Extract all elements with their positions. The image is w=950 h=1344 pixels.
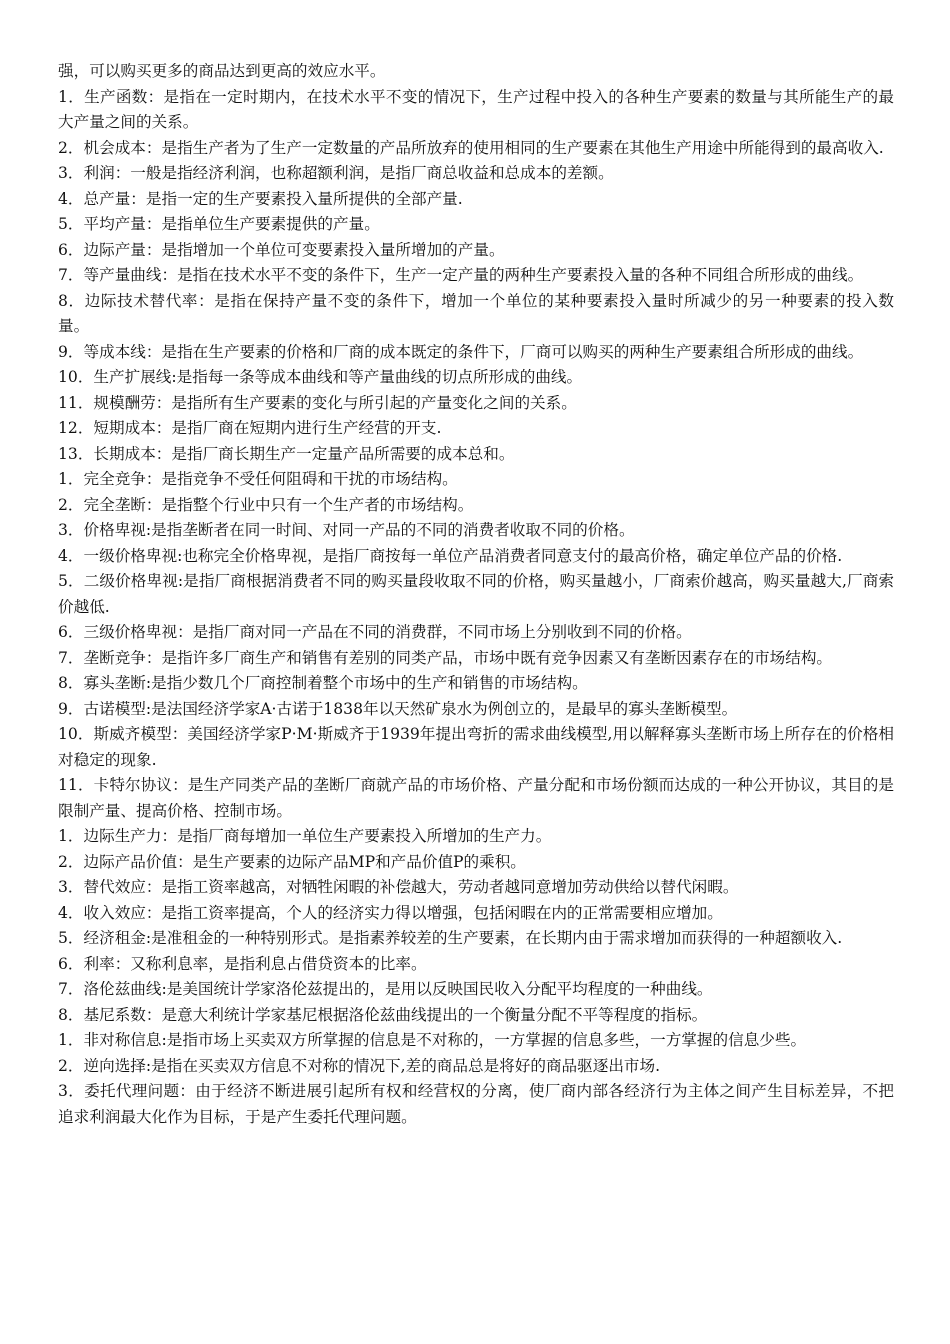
paragraph-19: 6．三级价格卑视：是指厂商对同一产品在不同的消费群，不同市场上分别收到不同的价格。 [58,623,692,641]
paragraph-31: 7．洛伦兹曲线:是美国统计学家洛伦兹提出的，是用以反映国民收入分配平均程度的一种曲线。 [58,980,713,998]
paragraph-29: 5．经济租金:是准租金的一种特别形式。是指素养较差的生产要素，在长期内由于需求增加而获得的一种超额收入. [58,929,843,947]
paragraph-25: 1．边际生产力：是指厂商每增加一单位生产要素投入所增加的生产力。 [58,827,552,845]
paragraph-7: 7．等产量曲线：是指在技术水平不变的条件下，生产一定产量的两种生产要素投入量的各种不同组合所形成的曲线。 [58,266,864,284]
paragraph-11: 11．规模酬劳：是指所有生产要素的变化与所引起的产量变化之间的关系。 [58,393,577,412]
paragraph-35: 3．委托代理问题：由于经济不断进展引起所有权和经营权的分离，使厂商内部各经济行为主体之间产生目标差异，不把追求利润最大化作为目标，于是产生委托代理问题。 [58,1082,894,1126]
paragraph-1: 1．生产函数：是指在一定时期内，在技术水平不变的情况下，生产过程中投入的各种生产要素的数量与其所能生产的最大产量之间的关系。 [58,87,894,131]
paragraph-33: 1．非对称信息:是指市场上买卖双方所掌握的信息是不对称的，一方掌握的信息多些，一方掌握的信息少些。 [58,1031,807,1049]
paragraph-23: 10．斯威齐模型：美国经济学家P·M·斯威齐于1939年提出弯折的需求曲线模型,用以解释寡头垄断市场上所存在的价格相对稳定的现象. [58,725,894,769]
paragraph-24: 11．卡特尔协议：是生产同类产品的垄断厂商就产品的市场价格、产量分配和市场份额而达成的一种公开协议，其目的是限制产量、提高价格、控制市场。 [58,776,894,820]
paragraph-10: 10．生产扩展线:是指每一条等成本曲线和等产量曲线的切点所形成的曲线。 [58,368,583,386]
paragraph-12: 12．短期成本：是指厂商在短期内进行生产经营的开支. [58,419,442,437]
paragraph-6: 6．边际产量：是指增加一个单位可变要素投入量所增加的产量。 [58,240,505,259]
paragraph-9: 9．等成本线：是指在生产要素的价格和厂商的成本既定的条件下，厂商可以购买的两种生产要素组合所形成的曲线。 [58,342,864,361]
paragraph-18: 5．二级价格卑视:是指厂商根据消费者不同的购买量段收取不同的价格，购买量越小，厂商索价越高，购买量越大,厂商索价越低. [58,572,894,616]
paragraph-3: 3．利润：一般是指经济利润，也称超额利润，是指厂商总收益和总成本的差额。 [58,164,614,182]
paragraph-20: 7．垄断竞争：是指许多厂商生产和销售有差别的同类产品，市场中既有竞争因素又有垄断因素存在的市场结构。 [58,648,833,667]
paragraph-32: 8．基尼系数：是意大利统计学家基尼根据洛伦兹曲线提出的一个衡量分配不平等程度的指标。 [58,1005,708,1024]
paragraph-17: 4．一级价格卑视:也称完全价格卑视，是指厂商按每一单位产品消费者同意支付的最高价格，确定单位产品的价格. [58,546,843,565]
paragraph-2: 2．机会成本：是指生产者为了生产一定数量的产品所放弃的使用相同的生产要素在其他生产用途中所能得到的最高收入. [58,138,884,157]
paragraph-22: 9．古诺模型:是法国经济学家A·古诺于1838年以天然矿泉水为例创立的，是最早的寡头垄断模型。 [58,699,738,718]
paragraph-16: 3．价格卑视:是指垄断者在同一时间、对同一产品的不同的消费者收取不同的价格。 [58,521,635,539]
paragraph-21: 8．寡头垄断:是指少数几个厂商控制着整个市场中的生产和销售的市场结构。 [58,674,588,692]
paragraph-26: 2．边际产品价值：是生产要素的边际产品MP和产品价值P的乘积。 [58,852,526,871]
paragraph-4: 4．总产量：是指一定的生产要素投入量所提供的全部产量. [58,189,463,208]
paragraph-13: 13．长期成本：是指厂商长期生产一定量产品所需要的成本总和。 [58,444,515,463]
paragraph-30: 6．利率：又称利息率，是指利息占借贷资本的比率。 [58,954,427,973]
document-page [58,59,894,1130]
paragraph-5: 5．平均产量：是指单位生产要素提供的产量。 [58,215,380,233]
paragraph-0: 强，可以购买更多的商品达到更高的效应水平。 [58,62,386,80]
paragraph-15: 2．完全垄断：是指整个行业中只有一个生产者的市场结构。 [58,495,474,514]
paragraph-8: 8．边际技术替代率：是指在保持产量不变的条件下，增加一个单位的某种要素投入量时所减少的另一种要素的投入数量。 [58,291,894,335]
paragraph-14: 1．完全竞争：是指竞争不受任何阻碍和干扰的市场结构。 [58,470,458,488]
paragraph-28: 4．收入效应：是指工资率提高，个人的经济实力得以增强，包括闲暇在内的正常需要相应增加。 [58,903,723,922]
paragraph-27: 3．替代效应：是指工资率越高，对牺牲闲暇的补偿越大，劳动者越同意增加劳动供给以替代闲暇。 [58,878,739,896]
paragraph-34: 2．逆向选择:是指在买卖双方信息不对称的情况下,差的商品总是将好的商品驱逐出市场. [58,1056,661,1075]
